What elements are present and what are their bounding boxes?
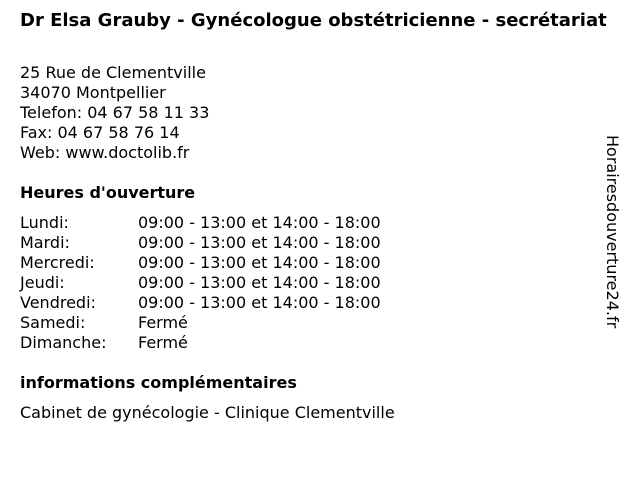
- opening-hours-table: [20, 213, 381, 353]
- day-label: Samedi:: [20, 313, 86, 332]
- time-value: 09:00 - 13:00 et 14:00 - 18:00: [138, 253, 381, 272]
- time-value: 09:00 - 13:00 et 14:00 - 18:00: [138, 293, 381, 312]
- day-label: Mardi:: [20, 233, 70, 252]
- time-value: Fermé: [138, 313, 188, 332]
- day-label: Vendredi:: [20, 293, 96, 312]
- hours-row-thursday: [20, 273, 381, 293]
- phone-number: Telefon: 04 67 58 11 33: [20, 103, 210, 122]
- day-label: Dimanche:: [20, 333, 107, 352]
- hours-row-friday: [20, 293, 381, 313]
- website: Web: www.doctolib.fr: [20, 143, 190, 162]
- hours-row-tuesday: [20, 233, 381, 253]
- page-title: Dr Elsa Grauby - Gynécologue obstétricienne - secrétariat: [20, 10, 607, 31]
- site-watermark: Horairesdouverture24.fr: [603, 135, 622, 329]
- street-address: 25 Rue de Clementville: [20, 63, 206, 82]
- day-label: Jeudi:: [20, 273, 65, 292]
- day-label: Lundi:: [20, 213, 69, 232]
- time-value: 09:00 - 13:00 et 14:00 - 18:00: [138, 273, 381, 292]
- opening-hours-heading: Heures d'ouverture: [20, 183, 196, 202]
- hours-row-sunday: [20, 333, 381, 353]
- fax-number: Fax: 04 67 58 76 14: [20, 123, 180, 142]
- time-value: 09:00 - 13:00 et 14:00 - 18:00: [138, 233, 381, 252]
- time-value: Fermé: [138, 333, 188, 352]
- hours-row-monday: [20, 213, 381, 233]
- time-value: 09:00 - 13:00 et 14:00 - 18:00: [138, 213, 381, 232]
- additional-info-heading: informations complémentaires: [20, 373, 297, 392]
- city: 34070 Montpellier: [20, 83, 166, 102]
- additional-info-text: Cabinet de gynécologie - Clinique Clementville: [20, 403, 395, 422]
- day-label: Mercredi:: [20, 253, 95, 272]
- hours-row-wednesday: [20, 253, 381, 273]
- address-block: [20, 63, 209, 163]
- hours-row-saturday: [20, 313, 381, 333]
